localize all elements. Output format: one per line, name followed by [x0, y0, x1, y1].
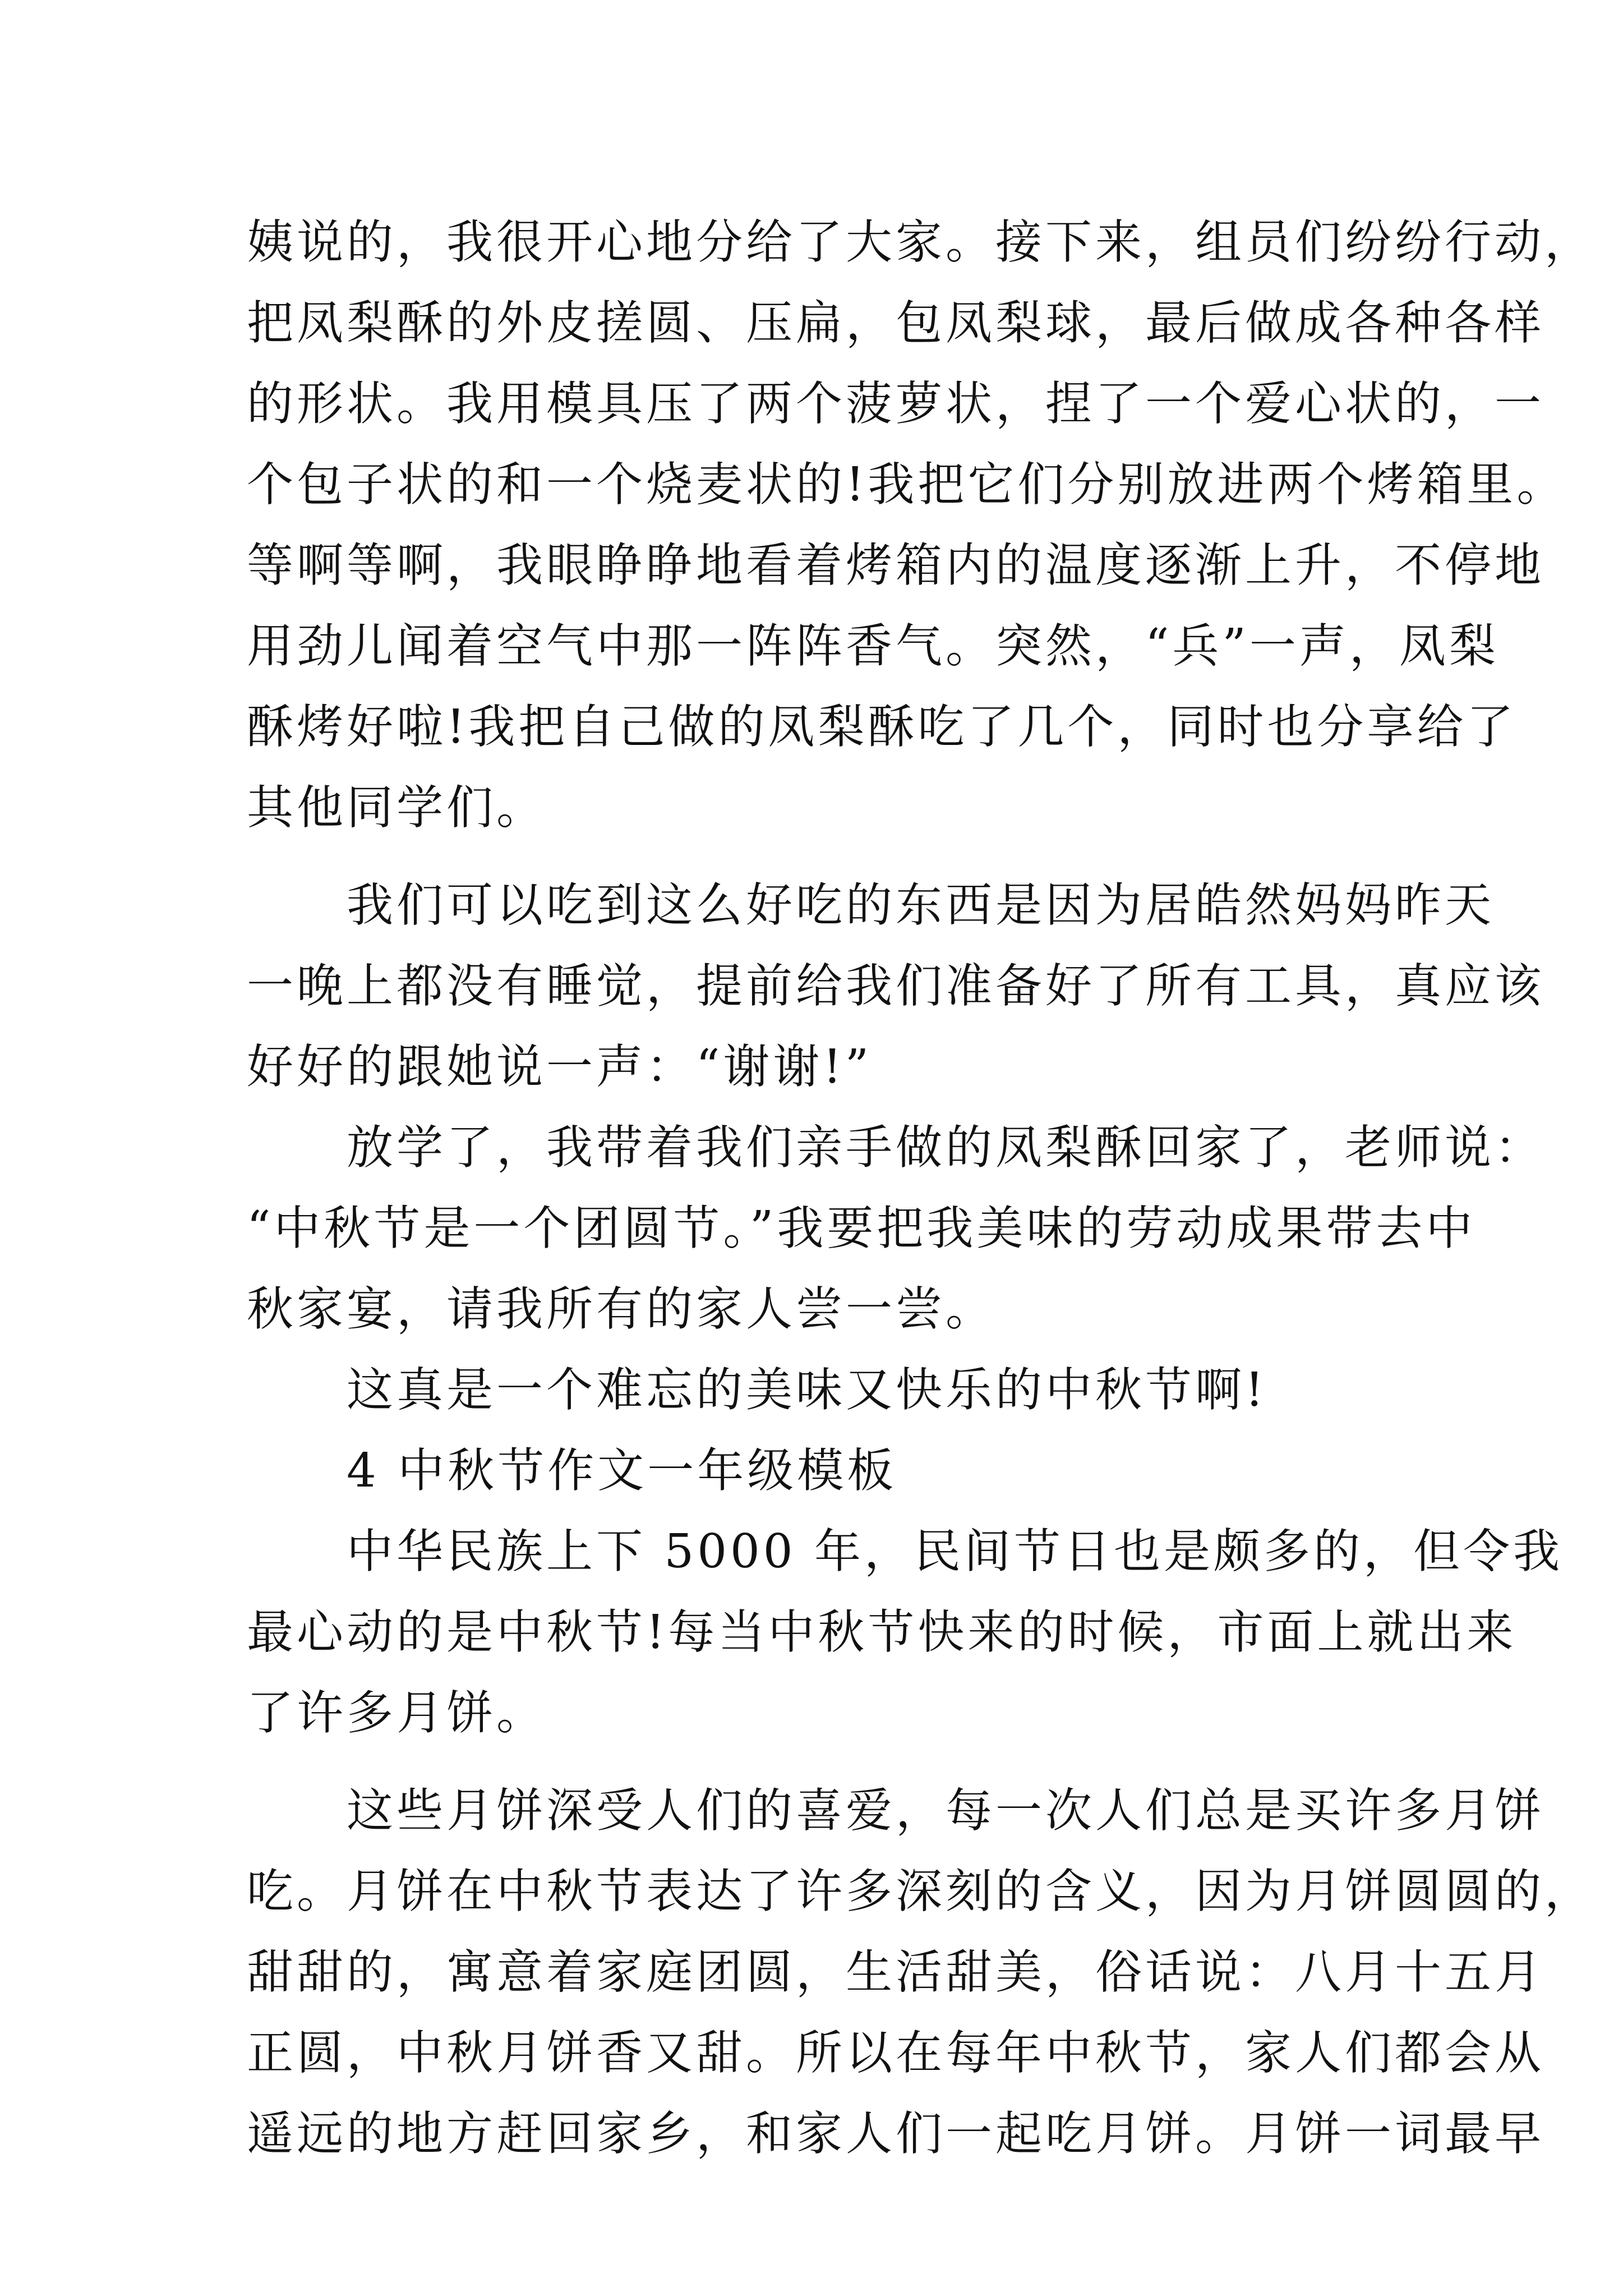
essay-body [247, 202, 1594, 2174]
text-line: 中华民族上下 5000 年，民间节日也是颇多的，但令我 [247, 1524, 1563, 1579]
text-line: 放学了，我带着我们亲手做的凤梨酥回家了，老师说： [247, 1120, 1544, 1175]
text-line: 好好的跟她说一声：“谢谢!” [247, 1039, 873, 1094]
paragraph-spacer [247, 848, 1391, 865]
text-line: 的形状。我用模具压了两个菠萝状，捏了一个爱心状的，一 [247, 376, 1544, 431]
text-line: 其他同学们。 [247, 780, 546, 835]
text-line: 把凤梨酥的外皮搓圆、压扁，包凤梨球，最后做成各种各样 [247, 296, 1544, 350]
text-line: 最心动的是中秋节!每当中秋节快来的时候，市面上就出来 [247, 1605, 1517, 1659]
text-line: 正圆，中秋月饼香又甜。所以在每年中秋节，家人们都会从 [247, 2026, 1544, 2080]
paragraph-spacer [247, 1754, 1391, 1770]
text-line: 了许多月饼。 [247, 1686, 546, 1740]
text-line: 秋家宴，请我所有的家人尝一尝。 [247, 1282, 995, 1336]
text-line: 甜甜的，寓意着家庭团圆，生活甜美，俗话说：八月十五月 [247, 1945, 1544, 1999]
text-line: 用劲儿闻着空气中那一阵阵香气。突然，“兵”一声，凤梨 [247, 619, 1499, 673]
text-line: “中秋节是一个团圆节。”我要把我美味的劳动成果带去中 [247, 1201, 1476, 1255]
text-line: 吃。月饼在中秋节表达了许多深刻的含义，因为月饼圆圆的， [247, 1864, 1594, 1918]
section-heading: 4 中秋节作文一年级模板 [247, 1443, 897, 1498]
text-line: 一晚上都没有睡觉，提前给我们准备好了所有工具，真应该 [247, 959, 1544, 1013]
text-line: 这些月饼深受人们的喜爱，每一次人们总是买许多月饼 [247, 1783, 1544, 1838]
text-line: 这真是一个难忘的美味又快乐的中秋节啊! [247, 1363, 1267, 1417]
text-line: 酥烤好啦!我把自己做的凤梨酥吃了几个，同时也分享给了 [247, 700, 1517, 754]
text-line: 我们可以吃到这么好吃的东西是因为居皓然妈妈昨天 [247, 878, 1495, 932]
text-line: 等啊等啊，我眼睁睁地看着烤箱内的温度逐渐上升，不停地 [247, 538, 1544, 592]
text-line: 姨说的，我很开心地分给了大家。接下来，组员们纷纷行动， [247, 215, 1594, 269]
text-line: 个包子状的和一个烧麦状的!我把它们分别放进两个烤箱里。 [247, 457, 1567, 512]
text-line: 遥远的地方赶回家乡，和家人们一起吃月饼。月饼一词最早 [247, 2106, 1544, 2161]
